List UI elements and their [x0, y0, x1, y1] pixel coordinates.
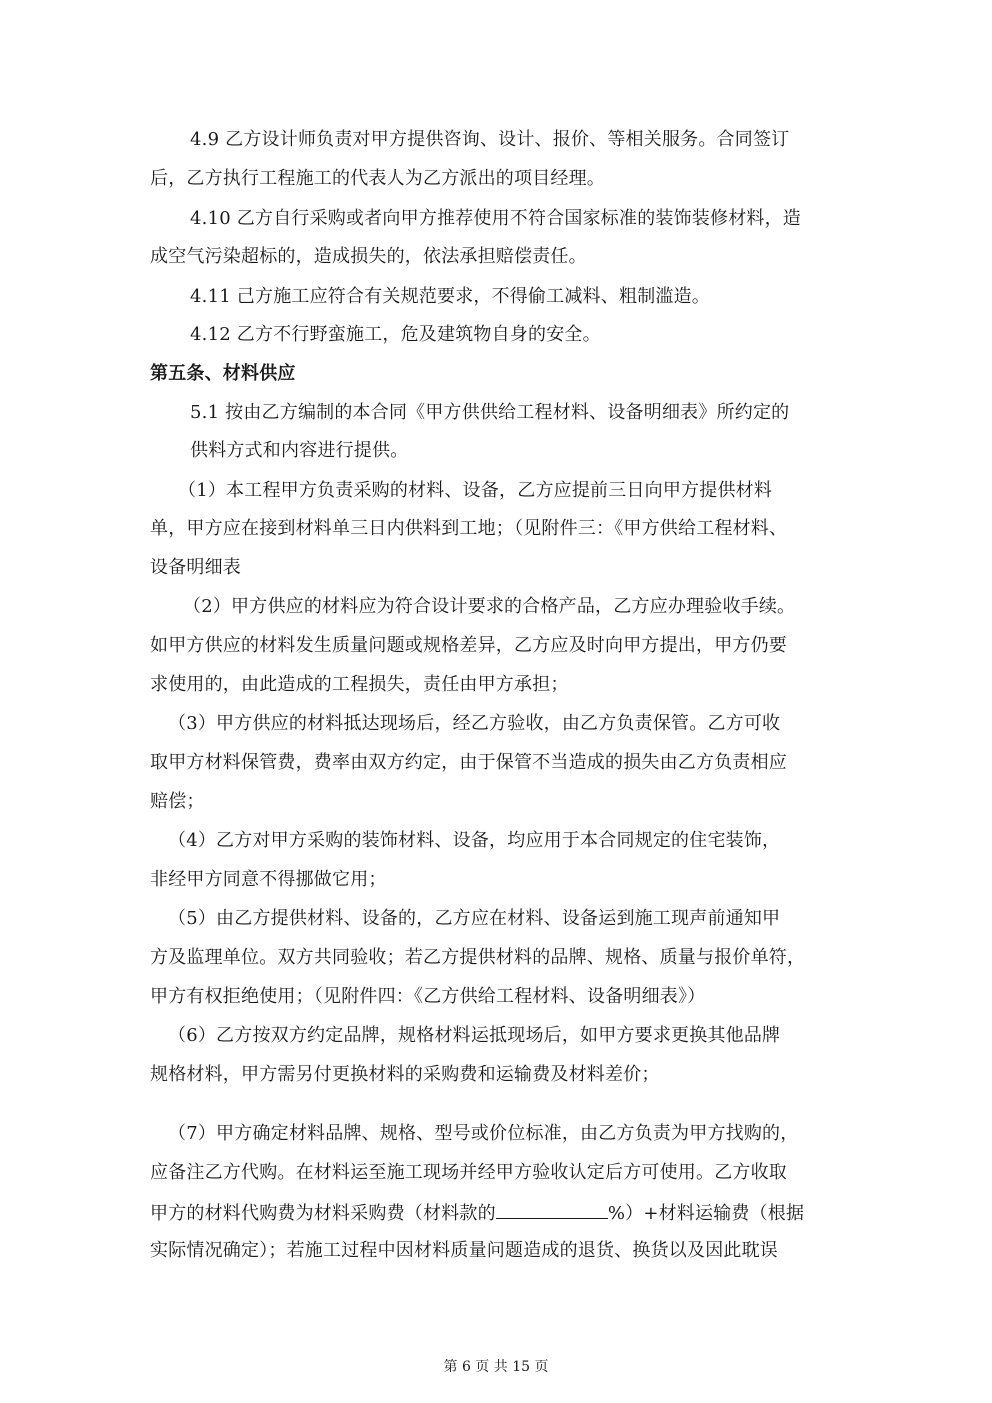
item-7-line-2: 应备注乙方代购。在材料运至施工现场并经甲方验收认定后方可使用。乙方收取: [150, 1162, 787, 1183]
item-1-line-2: 单，甲方应在接到材料单三日内供料到工地；（见附件三：《甲方供给工程材料、: [150, 518, 788, 539]
item-1-line-3: 设备明细表: [150, 557, 241, 578]
item-3-line-3: 赔偿；: [150, 791, 205, 812]
paragraph-4-12: 4.12 乙方不行野蛮施工，危及建筑物自身的安全。: [190, 324, 601, 345]
paragraph-4-11: 4.11 己方施工应符合有关规范要求，不得偷工减料、粗制滥造。: [190, 286, 710, 307]
item-1-line-1: （1）本工程甲方负责采购的材料、设备，乙方应提前三日向甲方提供材料: [178, 480, 773, 501]
item-5-line-3: 甲方有权拒绝使用；（见附件四：《乙方供给工程材料、设备明细表》）: [150, 986, 706, 1007]
material-fee-percentage-blank: [496, 1200, 608, 1219]
item-2-line-2: 如甲方供应的材料发生质量问题或规格差异，乙方应及时向甲方提出，甲方仍要: [150, 635, 787, 656]
section-heading-article-5: 第五条、材料供应: [150, 363, 296, 384]
item-3-line-2: 取甲方材料保管费，费率由双方约定，由于保管不当造成的损失由乙方负责相应: [150, 752, 787, 773]
item-4-line-2: 非经甲方同意不得挪做它用；: [150, 869, 387, 890]
page-footer: 第 6 页 共 15 页: [443, 1359, 549, 1375]
paragraph-4-9-line-1: 4.9 乙方设计师负责对甲方提供咨询、设计、报价、等相关服务。合同签订: [190, 129, 790, 150]
item-6-line-1: （6）乙方按双方约定品牌，规格材料运抵现场后，如甲方要求更换其他品牌: [168, 1025, 781, 1046]
paragraph-4-10-line-1: 4.10 乙方自行采购或者向甲方推荐使用不符合国家标准的装饰装修材料，造: [190, 208, 801, 229]
item-6-line-2: 规格材料，甲方需另付更换材料的采购费和运输费及材料差价；: [150, 1064, 660, 1085]
item-7-line-3-start: 甲方的材料代购费为材料采购费（材料款的: [150, 1203, 496, 1224]
item-3-line-1: （3）甲方供应的材料抵达现场后，经乙方验收，由乙方负责保管。乙方可收: [168, 713, 781, 734]
paragraph-5-1-line-2: 供料方式和内容进行提供。: [190, 440, 409, 461]
paragraph-4-10-line-2: 成空气污染超标的，造成损失的，依法承担赔偿责任。: [150, 246, 587, 267]
item-7-line-3-end: %）+材料运输费（根据: [607, 1203, 805, 1224]
item-7-line-3: [150, 1200, 850, 1226]
item-7-line-4: 实际情况确定）；若施工过程中因材料质量问题造成的退货、换货以及因此耽误: [150, 1240, 778, 1261]
item-2-line-1: （2）甲方供应的材料应为符合设计要求的合格产品，乙方应办理验收手续。: [183, 596, 796, 617]
item-2-line-3: 求使用的，由此造成的工程损失，责任由甲方承担；: [150, 674, 569, 695]
item-4-line-1: （4）乙方对甲方采购的装饰材料、设备，均应用于本合同规定的住宅装饰，: [168, 830, 781, 851]
item-5-line-2: 方及监理单位。双方共同验收；若乙方提供材料的品牌、规格、质量与报价单符，: [150, 947, 806, 968]
item-7-line-1: （7）甲方确定材料品牌、规格、型号或价位标准，由乙方负责为甲方找购的，: [168, 1123, 799, 1144]
item-5-line-1: （5）由乙方提供材料、设备的，乙方应在材料、设备运到施工现声前通知甲: [168, 908, 781, 929]
paragraph-4-9-line-2: 后，乙方执行工程施工的代表人为乙方派出的项目经理。: [150, 168, 605, 189]
paragraph-5-1-line-1: 5.1 按由乙方编制的本合同《甲方供供给工程材料、设备明细表》所约定的: [190, 402, 790, 423]
